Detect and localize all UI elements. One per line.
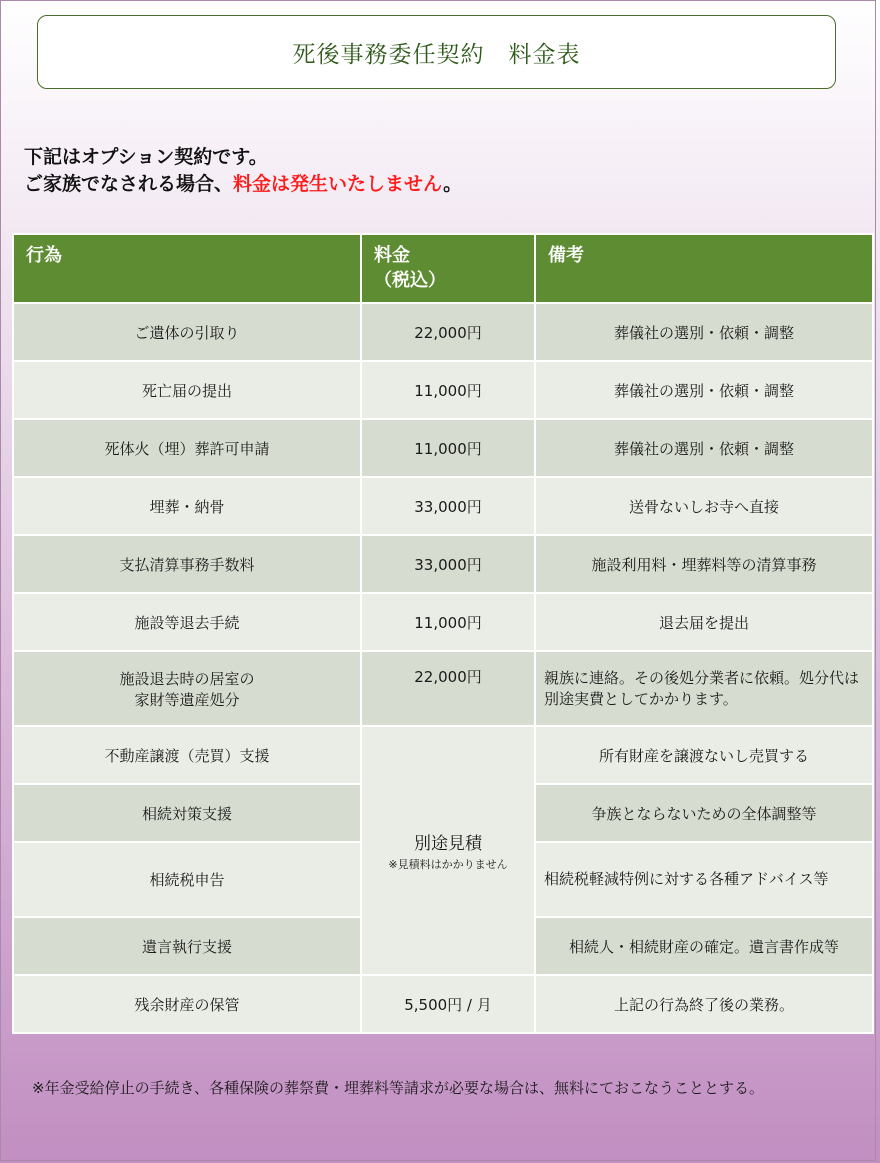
table-header-row <box>13 234 873 303</box>
table-row <box>13 726 873 784</box>
action-cell: 支払清算事務手数料 <box>13 535 361 593</box>
intro-line-2 <box>24 171 462 198</box>
intro-line-1: 下記はオプション契約です。 <box>24 146 268 168</box>
note-cell: 送骨ないしお寺へ直接 <box>535 477 873 535</box>
note-cell: 葬儀社の選別・依頼・調整 <box>535 361 873 419</box>
action-cell: 施設等退去手続 <box>13 593 361 651</box>
action-cell: 相続対策支援 <box>13 784 361 842</box>
free-of-charge-highlight: 料金は発生いたしません <box>233 173 444 195</box>
fee-cell: 22,000円 <box>361 303 535 361</box>
table-row <box>13 419 873 477</box>
note-cell: 相続人・相続財産の確定。遺言書作成等 <box>535 917 873 975</box>
note-cell: 親族に連絡。その後処分業者に依頼。処分代は別途実費としてかかります。 <box>535 651 873 726</box>
action-cell: 残余財産の保管 <box>13 975 361 1033</box>
action-cell: 不動産譲渡（売買）支援 <box>13 726 361 784</box>
action-cell: 施設退去時の居室の 家財等遺産処分 <box>13 651 361 726</box>
fee-cell: 5,500円 / 月 <box>361 975 535 1033</box>
header-fee: 料金 （税込） <box>361 234 535 303</box>
estimate-label: 別途見積 <box>414 834 482 854</box>
table-row <box>13 651 873 726</box>
action-cell: 死亡届の提出 <box>13 361 361 419</box>
note-cell: 相続税軽減特例に対する各種アドバイス等 <box>535 842 873 917</box>
intro-line-2-suffix: 。 <box>443 173 463 195</box>
page-title: 死後事務委任契約 料金表 <box>37 15 836 89</box>
action-cell: 遺言執行支援 <box>13 917 361 975</box>
fee-cell: 22,000円 <box>361 651 535 726</box>
note-cell: 退去届を提出 <box>535 593 873 651</box>
intro-text <box>24 144 462 198</box>
fee-cell: 33,000円 <box>361 535 535 593</box>
note-cell: 葬儀社の選別・依頼・調整 <box>535 419 873 477</box>
estimate-note: ※見積料はかかりません <box>388 858 508 871</box>
intro-line-2-prefix: ご家族でなされる場合、 <box>24 173 234 195</box>
estimate-cell <box>361 726 535 975</box>
fee-cell: 11,000円 <box>361 593 535 651</box>
note-cell: 葬儀社の選別・依頼・調整 <box>535 303 873 361</box>
fee-table <box>12 233 874 1034</box>
fee-cell: 33,000円 <box>361 477 535 535</box>
note-cell: 争族とならないための全体調整等 <box>535 784 873 842</box>
table-row <box>13 975 873 1033</box>
footnote: ※年金受給停止の手続き、各種保険の葬祭費・埋葬料等請求が必要な場合は、無料にておこなうこととする。 <box>32 1079 764 1097</box>
header-notes: 備考 <box>535 234 873 303</box>
table-row <box>13 361 873 419</box>
action-cell: 埋葬・納骨 <box>13 477 361 535</box>
table-row <box>13 593 873 651</box>
table-row <box>13 535 873 593</box>
action-cell: 死体火（埋）葬許可申請 <box>13 419 361 477</box>
fee-cell: 11,000円 <box>361 419 535 477</box>
note-cell: 上記の行為終了後の業務。 <box>535 975 873 1033</box>
note-cell: 施設利用料・埋葬料等の清算事務 <box>535 535 873 593</box>
table-row <box>13 303 873 361</box>
fee-cell: 11,000円 <box>361 361 535 419</box>
action-cell: ご遺体の引取り <box>13 303 361 361</box>
header-action: 行為 <box>13 234 361 303</box>
table-row <box>13 477 873 535</box>
note-cell: 所有財産を譲渡ないし売買する <box>535 726 873 784</box>
action-cell: 相続税申告 <box>13 842 361 917</box>
